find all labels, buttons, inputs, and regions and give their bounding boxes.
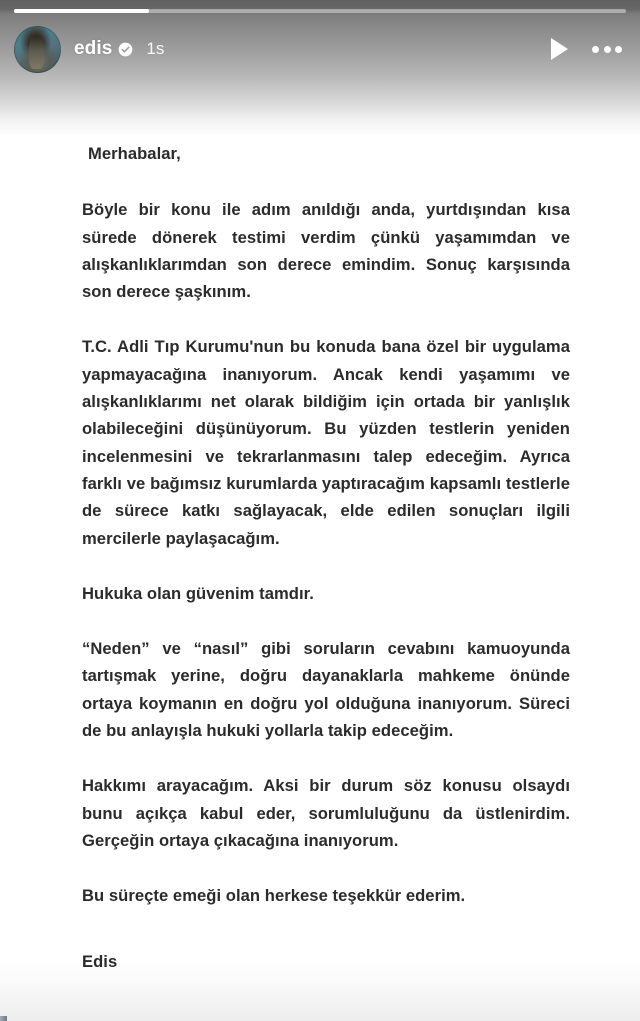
story-timestamp: 1s bbox=[146, 39, 165, 58]
story-paragraph: Hukuka olan güvenim tamdır. bbox=[82, 583, 314, 603]
story-progress-fill bbox=[14, 9, 149, 13]
story-signature: Edis bbox=[82, 951, 118, 971]
story-paragraph: Böyle bir konu ile adım anıldığı anda, yurtdışından kısa sürede dönerek testimi verdim çünkü yaşamımdan ve alışkanlıklarımdan son derece emindim. Sonuç karşısında son derece şaşkınım. bbox=[82, 200, 570, 302]
story-paragraph: Hakkımı arayacağım. Aksi bir durum söz konusu olsaydı bunu açıkça kabul eder, sorumluluğunu da üstlenirdim. Gerçeğin ortaya çıkacağına inanıyorum. bbox=[82, 776, 570, 850]
verified-check-icon bbox=[118, 42, 133, 57]
story-paragraph: “Neden” ve “nasıl” gibi soruların cevabını kamuoyunda tartışmak yerine, doğru dayanaklarla mahkeme önünde ortaya koymanın en doğru yol olduğuna inanıyorum. Süreci de bu anlayışla hukuki yollarla takip edeceğim. bbox=[82, 639, 570, 741]
corner-artifact bbox=[0, 1016, 7, 1021]
username-label[interactable]: edis bbox=[74, 38, 113, 59]
profile-avatar[interactable] bbox=[14, 26, 61, 73]
story-paragraph: Merhabalar, bbox=[88, 144, 181, 163]
story-header bbox=[0, 22, 640, 76]
more-dot bbox=[592, 46, 599, 53]
story-paragraph: T.C. Adli Tıp Kurumu'nun bu konuda bana özel bir uygulama yapmayacağına inanıyorum. Ancak kendi yaşamımı ve alışkanlıklarımı net olarak bildiğim için ortada bir yanlışlık olabileceğini düşünüyorum. Bu yüzden testlerin yeniden incelenmesini ve tekrarlanmasını talep edeceğim. Ayrıca farklı ve bağımsız kurumlarda yaptıracağım kapsamlı testlerle de sürece katkı sağlayacak, elde edilen sonuçları ilgili mercilerle paylaşacağım. bbox=[82, 337, 570, 548]
play-icon[interactable] bbox=[546, 35, 572, 63]
story-paragraph: Bu süreçte emeği olan herkese teşekkür ederim. bbox=[82, 886, 466, 906]
more-dot bbox=[604, 46, 611, 53]
play-triangle bbox=[551, 38, 568, 60]
story-text-content bbox=[82, 140, 570, 975]
more-options-icon[interactable] bbox=[592, 35, 622, 63]
story-progress-bar[interactable] bbox=[14, 9, 626, 13]
more-dot bbox=[615, 46, 622, 53]
